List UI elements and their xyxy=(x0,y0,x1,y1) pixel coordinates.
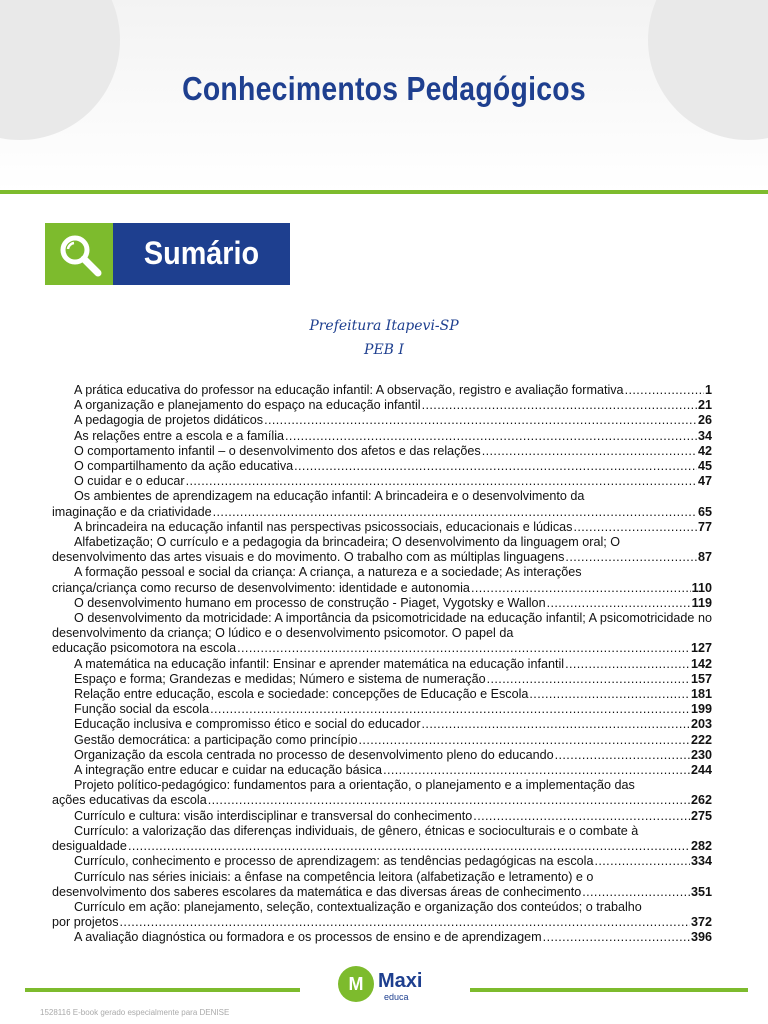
toc-dot-leader xyxy=(547,596,691,611)
toc-entry-page: 230 xyxy=(690,747,712,762)
toc-entry-title: As relações entre a escola e a família xyxy=(74,428,285,443)
subtitle-institution: Prefeitura Itapevi-SP xyxy=(309,318,459,334)
toc-entry-title: A pedagogia de projetos didáticos xyxy=(74,413,264,428)
toc-entry-page: 142 xyxy=(690,656,712,671)
toc-entry xyxy=(52,672,712,687)
toc-entry-title-tail: ações educativas da escola xyxy=(52,793,207,808)
toc-entry-title-tail: por projetos xyxy=(52,915,119,930)
summary-badge-label: Sumário xyxy=(143,235,260,271)
toc-dot-leader xyxy=(285,429,697,444)
toc-entry xyxy=(52,687,712,702)
toc-entry-title: O comportamento infantil – o desenvolvimento dos afetos e das relações xyxy=(74,443,481,458)
toc-dot-leader xyxy=(543,930,690,945)
toc-entry-page: 334 xyxy=(690,854,712,869)
toc-entry-title-head: O desenvolvimento da motricidade: A importância da psicomotricidade na educação infantil; A psicomotricidade no desenvolvimento da criança; O lúdico e o desenvolvimento psicomotor. O papel da xyxy=(52,611,712,641)
toc-entry-page: 65 xyxy=(697,504,712,519)
toc-entry-page: 47 xyxy=(697,474,712,489)
toc-entry-last-line xyxy=(52,550,712,565)
toc-entry-title: A avaliação diagnóstica ou formadora e os processos de ensino e de aprendizagem xyxy=(74,930,542,945)
toc-dot-leader xyxy=(208,793,690,808)
toc-entry-title: A organização e planejamento do espaço na educação infantil xyxy=(74,398,421,413)
toc-entry-title-tail: criança/criança como recurso de desenvolvimento: identidade e autonomia xyxy=(52,580,470,595)
toc-entry-title: Educação inclusiva e compromisso ético e social do educador xyxy=(74,717,421,732)
toc-entry xyxy=(52,520,712,535)
page-title: Conhecimentos Pedagógicos xyxy=(182,70,586,107)
toc-entry-page: 181 xyxy=(690,687,712,702)
toc-entry xyxy=(52,717,712,732)
logo-mark: M xyxy=(348,974,364,994)
logo-subtext: educa xyxy=(384,992,409,1002)
toc-entry-page: 1 xyxy=(704,383,712,397)
toc-dot-leader xyxy=(555,748,690,763)
toc-entry-last-line xyxy=(52,793,712,808)
toc-entry-title: O cuidar e o educar xyxy=(74,474,185,489)
toc-entry-last-line xyxy=(52,839,712,854)
toc-entry-title: O compartilhamento da ação educativa xyxy=(74,459,294,474)
toc-entry xyxy=(52,748,712,763)
toc-entry xyxy=(52,870,712,900)
toc-dot-leader xyxy=(422,717,690,732)
toc-entry-page: 87 xyxy=(697,550,712,565)
logo-circle xyxy=(338,966,374,1002)
toc-entry-title: Relação entre educação, escola e sociedade: concepções de Educação e Escola xyxy=(74,687,529,702)
toc-entry-title: A brincadeira na educação infantil nas perspectivas psicossociais, educacionais e lúdicas xyxy=(74,519,573,534)
toc-entry-title: Organização da escola centrada no processo de desenvolvimento pleno do educando xyxy=(74,747,554,762)
toc-entry xyxy=(52,444,712,459)
toc-dot-leader xyxy=(487,672,690,687)
toc-dot-leader xyxy=(422,398,697,413)
header-divider xyxy=(0,190,768,194)
toc-entry xyxy=(52,611,712,657)
toc-dot-leader xyxy=(482,444,697,459)
toc-entry xyxy=(52,565,712,595)
toc-dot-leader xyxy=(471,581,691,596)
toc-entry-page: 199 xyxy=(690,702,712,717)
toc-dot-leader xyxy=(120,915,690,930)
toc-entry xyxy=(52,854,712,869)
toc-entry-page: 110 xyxy=(691,580,712,595)
toc-entry-last-line xyxy=(52,641,712,656)
summary-badge-label-box xyxy=(113,223,290,285)
magnifier-icon xyxy=(57,232,103,278)
toc-entry-last-line xyxy=(52,581,712,596)
summary-badge xyxy=(45,223,290,285)
toc-dot-leader xyxy=(210,702,690,717)
toc-dot-leader xyxy=(264,413,697,428)
toc-dot-leader xyxy=(294,459,697,474)
toc-entry-page: 396 xyxy=(690,930,712,945)
toc-entry-last-line xyxy=(52,915,712,930)
toc-entry-title-tail: desigualdade xyxy=(52,839,127,854)
footer-divider-left xyxy=(25,988,300,992)
toc-entry-title-tail: desenvolvimento dos saberes escolares da matemática e das diversas áreas de conhecimento xyxy=(52,884,582,899)
toc-entry-title-head: Currículo em ação: planejamento, seleção, contextualização e organização dos conteúdos; o trabalho xyxy=(74,899,642,914)
toc-entry-title-head: Currículo: a valorização das diferenças individuais, de gênero, étnicas e socioculturais e o combate à xyxy=(74,823,639,838)
toc-entry-page: 222 xyxy=(690,732,712,747)
toc-entry-page: 275 xyxy=(690,808,712,823)
toc-entry-title-head: A formação pessoal e social da criança: A criança, a natureza e a sociedade; As interações xyxy=(74,565,582,580)
table-of-contents xyxy=(52,383,712,946)
toc-entry xyxy=(52,489,712,519)
toc-entry-title-head: Currículo nas séries iniciais: a ênfase na competência leitora (alfabetização e letramento) e o xyxy=(74,869,594,884)
toc-entry-page: 34 xyxy=(697,428,712,443)
toc-entry-title: Espaço e forma; Grandezas e medidas; Número e sistema de numeração xyxy=(74,671,486,686)
toc-entry xyxy=(52,733,712,748)
toc-entry-title: Currículo, conhecimento e processo de aprendizagem: as tendências pedagógicas na escola xyxy=(74,854,594,869)
toc-dot-leader xyxy=(565,657,690,672)
toc-entry xyxy=(52,596,712,611)
toc-dot-leader xyxy=(186,474,697,489)
toc-entry xyxy=(52,930,712,945)
toc-dot-leader xyxy=(359,733,690,748)
toc-entry xyxy=(52,702,712,717)
toc-entry-page: 21 xyxy=(697,398,712,413)
toc-dot-leader xyxy=(529,687,690,702)
toc-entry-title-head: Projeto político-pedagógico: fundamentos para a orientação, o planejamento e a implementação das xyxy=(74,778,635,793)
toc-entry-title: Gestão democrática: a participação como princípio xyxy=(74,732,358,747)
toc-entry-title: A integração entre educar e cuidar na educação básica xyxy=(74,763,383,778)
toc-entry xyxy=(52,429,712,444)
toc-entry-page: 77 xyxy=(697,519,712,534)
toc-entry xyxy=(52,398,712,413)
toc-entry-page: 42 xyxy=(697,443,712,458)
page-header xyxy=(0,0,768,192)
toc-dot-leader xyxy=(237,641,690,656)
toc-entry-page: 119 xyxy=(691,595,712,610)
toc-entry xyxy=(52,657,712,672)
toc-dot-leader xyxy=(625,383,704,398)
toc-entry-title-tail: educação psicomotora na escola xyxy=(52,641,237,656)
toc-entry-page: 282 xyxy=(690,839,712,854)
toc-entry-page: 372 xyxy=(690,915,712,930)
toc-entry xyxy=(52,763,712,778)
toc-entry-page: 262 xyxy=(690,793,712,808)
toc-entry-page: 26 xyxy=(697,413,712,428)
logo-text: Maxi xyxy=(378,970,423,992)
toc-entry-page: 127 xyxy=(690,641,712,656)
maxi-educa-logo xyxy=(338,966,438,1006)
toc-dot-leader xyxy=(565,550,697,565)
subtitle-position: PEB I xyxy=(364,342,404,358)
toc-entry-page: 203 xyxy=(690,717,712,732)
toc-entry-title-head: Os ambientes de aprendizagem na educação infantil: A brincadeira e o desenvolvimento da xyxy=(74,489,585,504)
toc-entry-title-tail: imaginação e da criatividade xyxy=(52,504,212,519)
toc-dot-leader xyxy=(582,885,690,900)
toc-entry-title-head: Alfabetização; O currículo e a pedagogia da brincadeira; O desenvolvimento da linguagem oral; O xyxy=(74,535,621,550)
toc-entry-title-tail: desenvolvimento das artes visuais e do movimento. O trabalho com as múltiplas linguagens xyxy=(52,550,565,565)
toc-entry xyxy=(52,824,712,854)
toc-entry-title: Currículo e cultura: visão interdisciplinar e transversal do conhecimento xyxy=(74,808,473,823)
toc-entry-page: 45 xyxy=(697,459,712,474)
toc-entry-title: O desenvolvimento humano em processo de construção - Piaget, Vygotsky e Wallon xyxy=(74,595,546,610)
toc-entry-title: A matemática na educação infantil: Ensinar e aprender matemática na educação infantil xyxy=(74,656,565,671)
toc-entry-page: 244 xyxy=(690,763,712,778)
toc-entry xyxy=(52,778,712,808)
toc-entry xyxy=(52,474,712,489)
toc-entry-last-line xyxy=(52,505,712,520)
toc-entry-page: 351 xyxy=(690,884,712,899)
toc-entry-title: Função social da escola xyxy=(74,702,210,717)
toc-dot-leader xyxy=(594,854,690,869)
toc-dot-leader xyxy=(573,520,697,535)
toc-entry-last-line xyxy=(52,885,712,900)
toc-dot-leader xyxy=(128,839,690,854)
ebook-note: 1528116 E-book gerado especialmente para DENISE xyxy=(40,1008,230,1017)
toc-entry-page: 157 xyxy=(690,671,712,686)
toc-entry xyxy=(52,535,712,565)
toc-entry xyxy=(52,459,712,474)
summary-badge-icon-box xyxy=(45,223,113,285)
toc-entry xyxy=(52,383,712,398)
footer-divider-right xyxy=(470,988,748,992)
toc-dot-leader xyxy=(383,763,690,778)
toc-entry xyxy=(52,413,712,428)
toc-dot-leader xyxy=(473,809,690,824)
toc-entry xyxy=(52,809,712,824)
toc-entry xyxy=(52,900,712,930)
toc-entry-title: A prática educativa do professor na educação infantil: A observação, registro e avaliação formativa xyxy=(74,383,624,397)
toc-dot-leader xyxy=(213,505,697,520)
